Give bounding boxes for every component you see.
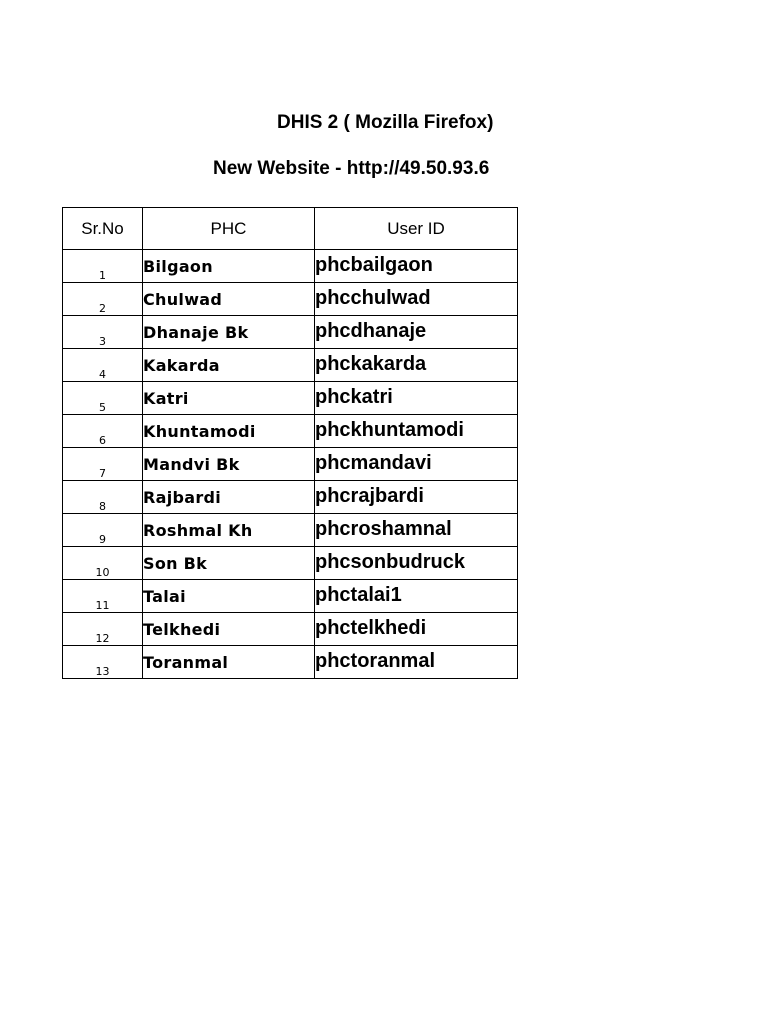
user-id-cell: phckakarda — [315, 349, 518, 382]
sr-no-cell: 2 — [63, 283, 143, 316]
table-row — [63, 448, 518, 481]
table-row — [63, 481, 518, 514]
sr-no-cell: 3 — [63, 316, 143, 349]
table-row — [63, 316, 518, 349]
phc-cell: Talai — [143, 580, 315, 613]
phc-cell: Khuntamodi — [143, 415, 315, 448]
phc-cell: Chulwad — [143, 283, 315, 316]
phc-cell: Son Bk — [143, 547, 315, 580]
table-header-row — [63, 208, 518, 250]
sr-no-cell: 1 — [63, 250, 143, 283]
header-sr-no: Sr.No — [63, 208, 143, 250]
table-row — [63, 646, 518, 679]
table-row — [63, 613, 518, 646]
user-id-cell: phcmandavi — [315, 448, 518, 481]
user-id-cell: phcrajbardi — [315, 481, 518, 514]
sr-no-cell: 5 — [63, 382, 143, 415]
user-id-cell: phcchulwad — [315, 283, 518, 316]
table-row — [63, 415, 518, 448]
user-id-cell: phckhuntamodi — [315, 415, 518, 448]
user-id-cell: phcsonbudruck — [315, 547, 518, 580]
sr-no-cell: 12 — [63, 613, 143, 646]
user-id-cell: phctoranmal — [315, 646, 518, 679]
document-title: DHIS 2 ( Mozilla Firefox) — [277, 112, 494, 133]
table-row — [63, 349, 518, 382]
sr-no-cell: 7 — [63, 448, 143, 481]
phc-cell: Telkhedi — [143, 613, 315, 646]
phc-cell: Bilgaon — [143, 250, 315, 283]
phc-cell: Mandvi Bk — [143, 448, 315, 481]
sr-no-cell: 11 — [63, 580, 143, 613]
phc-cell: Kakarda — [143, 349, 315, 382]
user-id-cell: phcdhanaje — [315, 316, 518, 349]
user-id-cell: phctalai1 — [315, 580, 518, 613]
user-id-cell: phcbailgaon — [315, 250, 518, 283]
user-id-cell: phcroshamnal — [315, 514, 518, 547]
sr-no-cell: 10 — [63, 547, 143, 580]
user-id-cell: phckatri — [315, 382, 518, 415]
table-row — [63, 283, 518, 316]
phc-cell: Katri — [143, 382, 315, 415]
phc-cell: Dhanaje Bk — [143, 316, 315, 349]
table-row — [63, 382, 518, 415]
user-id-cell: phctelkhedi — [315, 613, 518, 646]
sr-no-cell: 6 — [63, 415, 143, 448]
sr-no-cell: 13 — [63, 646, 143, 679]
sr-no-cell: 4 — [63, 349, 143, 382]
table-row — [63, 250, 518, 283]
phc-cell: Toranmal — [143, 646, 315, 679]
sr-no-cell: 9 — [63, 514, 143, 547]
phc-user-table — [62, 207, 518, 679]
table-row — [63, 514, 518, 547]
phc-cell: Roshmal Kh — [143, 514, 315, 547]
phc-cell: Rajbardi — [143, 481, 315, 514]
sr-no-cell: 8 — [63, 481, 143, 514]
website-subtitle: New Website - http://49.50.93.6 — [213, 158, 490, 179]
header-user-id: User ID — [315, 208, 518, 250]
table-row — [63, 547, 518, 580]
table-row — [63, 580, 518, 613]
header-phc: PHC — [143, 208, 315, 250]
